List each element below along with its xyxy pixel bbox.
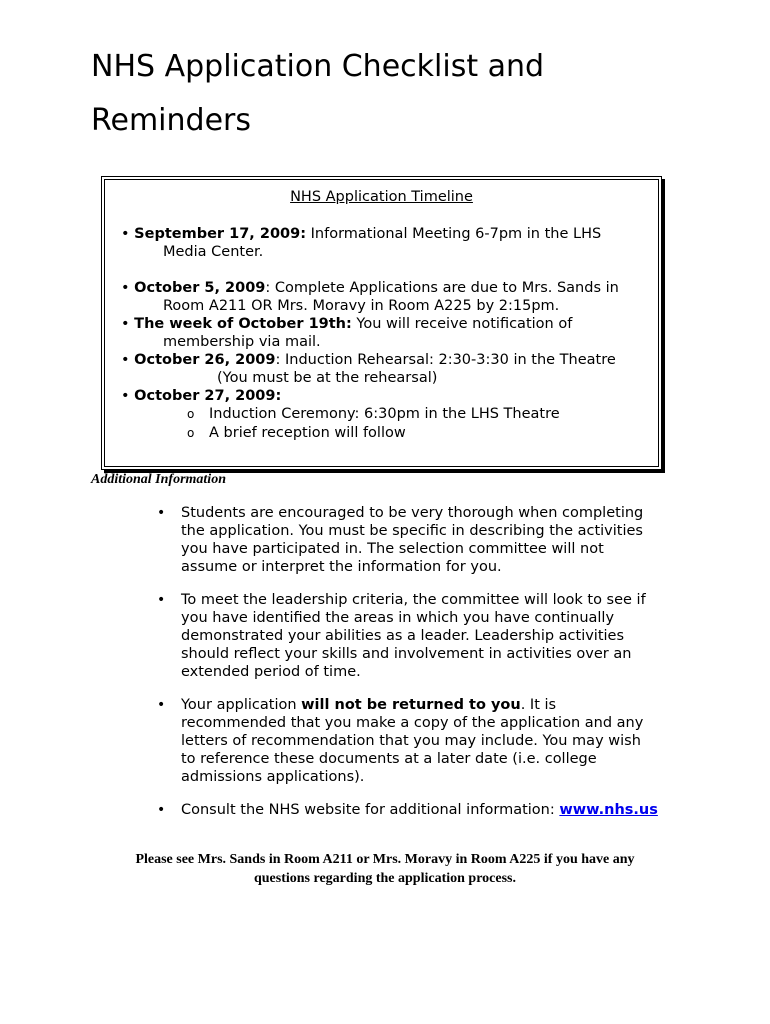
line: To meet the leadership criteria, the committee will look to see if (181, 592, 646, 608)
timeline-text-cont: Media Center. (163, 244, 264, 260)
bold-text: will not be returned to you (301, 697, 521, 713)
text: . It is (520, 697, 557, 713)
line: the application. You must be specific in describing the activities (181, 523, 643, 539)
timeline-subitem (187, 424, 406, 442)
timeline-item: • October 27, 2009: (121, 388, 282, 404)
timeline-text: You will receive notification of (351, 316, 573, 332)
timeline-date: The week of October 19th: (134, 316, 352, 332)
title-line-2: Reminders (91, 103, 251, 138)
line: assume or interpret the information for you. (181, 559, 502, 575)
line: letters of recommendation that you may include. You may wish (181, 733, 641, 749)
text: Consult the NHS website for additional information: (181, 802, 560, 818)
timeline-item: • The week of October 19th: You will receive notification of membership via mail. (121, 316, 573, 350)
line: Students are encouraged to be very thorough when completing (181, 505, 644, 521)
line: you have identified the areas in which you have continually (181, 610, 615, 626)
timeline-heading: NHS Application Timeline (290, 189, 473, 205)
line: to reference these documents at a later date (i.e. college (181, 751, 597, 767)
timeline-text: : Induction Rehearsal: 2:30-3:30 in the Theatre (275, 352, 616, 368)
footer-line-1: Please see Mrs. Sands in Room A211 or Mrs. Moravy in Room A225 if you have any (135, 852, 635, 867)
timeline-text-cont: (You must be at the rehearsal) (217, 370, 438, 386)
list-item (157, 696, 677, 786)
timeline-item: • October 5, 2009: Complete Applications are due to Mrs. Sands in Room A211 OR Mrs. Moravy in Room A225 by 2:15pm. (121, 280, 619, 314)
timeline-text-cont: Room A211 OR Mrs. Moravy in Room A225 by 2:15pm. (163, 298, 560, 314)
bullet-icon: • (157, 802, 166, 818)
list-item-text (181, 504, 677, 576)
timeline-item: • September 17, 2009: Informational Meeting 6-7pm in the LHS Media Center. (121, 226, 602, 260)
line: you have participated in. The selection committee will not (181, 541, 604, 557)
footer-note (100, 850, 670, 888)
list-item-text (181, 801, 677, 819)
timeline-subitem-text: A brief reception will follow (209, 425, 406, 441)
timeline-text: Informational Meeting 6-7pm in the LHS (306, 226, 602, 242)
additional-info-heading: Additional Information (91, 472, 226, 487)
bullet-icon: • (157, 505, 166, 521)
bullet-icon: • (157, 592, 166, 608)
text: Your application (181, 697, 302, 713)
list-item (157, 591, 677, 681)
line: admissions applications). (181, 769, 365, 785)
timeline-date: October 27, 2009: (134, 388, 282, 404)
line: extended period of time. (181, 664, 361, 680)
line: demonstrated your abilities as a leader. Leadership activities (181, 628, 625, 644)
nhs-website-link[interactable]: www.nhs.us (559, 802, 658, 818)
title-line-1: NHS Application Checklist and (91, 49, 545, 84)
timeline-text: : Complete Applications are due to Mrs. Sands in (265, 280, 619, 296)
timeline-subitem-text: Induction Ceremony: 6:30pm in the LHS Theatre (209, 406, 560, 422)
list-item-text (181, 591, 677, 681)
bullet-icon: • (157, 697, 166, 713)
circle-bullet-icon: o (187, 407, 195, 421)
footer-line-2: questions regarding the application process. (253, 871, 516, 886)
timeline-box (101, 176, 662, 470)
line: recommended that you make a copy of the application and any (181, 715, 644, 731)
list-item (157, 504, 677, 576)
line: should reflect your skills and involvement in activities over an (181, 646, 632, 662)
circle-bullet-icon: o (187, 426, 195, 440)
timeline-item: • October 26, 2009: Induction Rehearsal: 2:30-3:30 in the Theatre (You must be at the rehearsal) (121, 352, 616, 386)
timeline-date: October 26, 2009 (134, 352, 276, 368)
list-item (157, 801, 677, 819)
timeline-subitem (187, 405, 560, 423)
timeline-date: October 5, 2009 (134, 280, 266, 296)
list-item-text (181, 696, 677, 786)
timeline-text-cont: membership via mail. (163, 334, 321, 350)
timeline-date: September 17, 2009: (134, 226, 307, 242)
page-title (91, 40, 544, 148)
